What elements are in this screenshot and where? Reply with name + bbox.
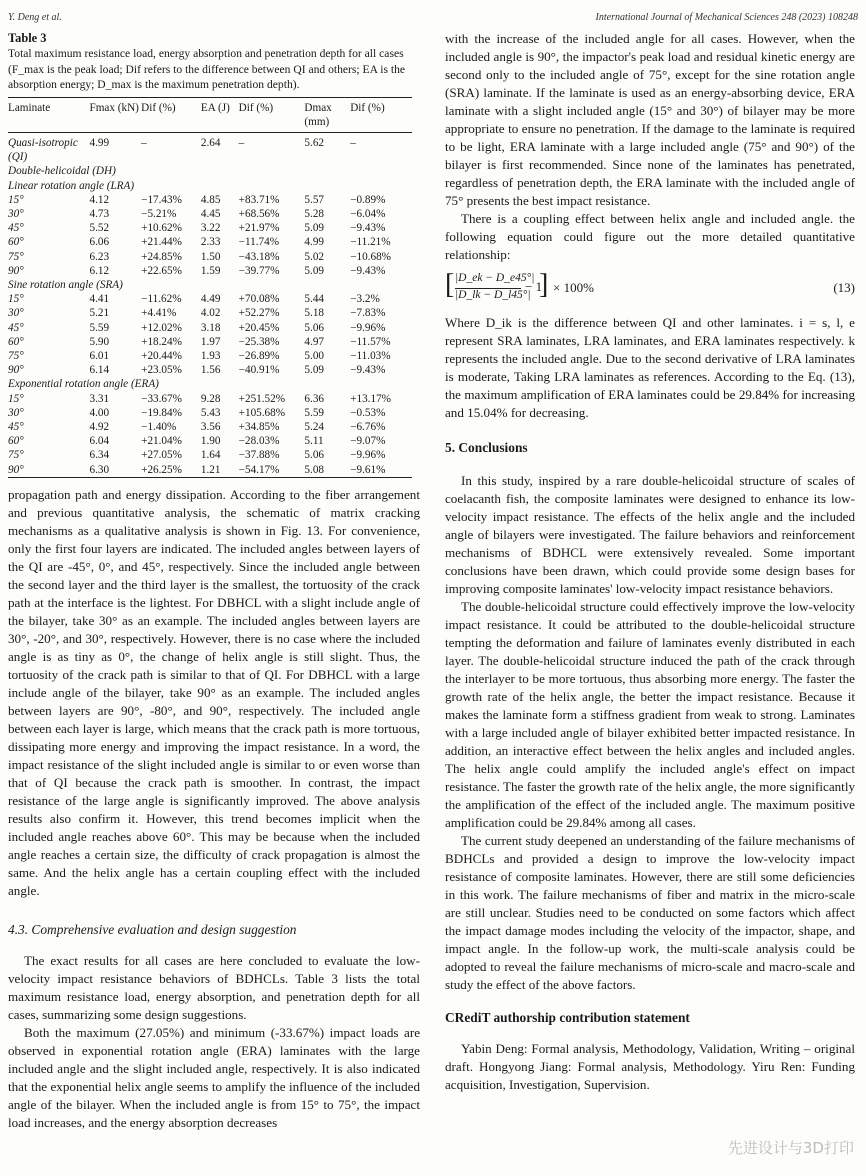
dh-group-row (8, 164, 412, 178)
table-cell: +21.97% (238, 222, 280, 235)
table-cell: 4.92 (89, 420, 110, 433)
table-cell: +251.52% (238, 392, 286, 405)
table-cell: 90° (8, 463, 24, 476)
table-cell: −9.43% (350, 364, 386, 377)
table-cell: 6.12 (89, 264, 110, 277)
eq-denominator: |D_lk − D_l45°| (455, 289, 531, 301)
qi-dif1: – (141, 136, 147, 149)
table-cell: −54.17% (238, 463, 280, 476)
table-cell: 30° (8, 207, 24, 220)
table-cell: 1.50 (200, 250, 221, 263)
table-cell: 4.49 (200, 293, 221, 306)
table-cell: +34.85% (238, 420, 280, 433)
table-cell: +4.41% (141, 307, 177, 320)
table-cell: −9.61% (350, 463, 386, 476)
table-cell: 6.23 (89, 250, 110, 263)
conclusions-paragraph-3: The current study deepened an understanding of the failure mechanisms of BDHCLs and provided a design to improve the low-velocity impact resistance of composite laminates. However, there are still some deficiencies in this work. The failure mechanisms of fiber and matrix in the micro-scale are still unclear. Studies need to be conducted on some factors which affect the impact damage modes including the velocity of the impactor, shape, and impact angle. In the follow-up work, the multi-scale analysis could be adopted to reveal the failure mechanisms of micro-scale and macro-scale and study the effect of the above factors. (445, 833, 855, 992)
th-laminate: Laminate (8, 101, 51, 114)
table-cell: 5.21 (89, 307, 110, 320)
eq-left-bracket: [ (445, 269, 455, 300)
table-cell: −9.43% (350, 264, 386, 277)
table-cell: 5.90 (89, 335, 110, 348)
table-row (8, 193, 412, 207)
table-cell: −40.91% (238, 364, 280, 377)
table-cell: −11.03% (350, 349, 391, 362)
table-cell: −5.21% (141, 207, 177, 220)
table-cell: −17.43% (141, 193, 182, 206)
table-cell: −11.21% (350, 236, 391, 249)
table-row (8, 349, 412, 363)
table-label: Table 3 (8, 31, 47, 45)
table-cell: 1.21 (200, 463, 221, 476)
left-paragraph-1: propagation path and energy dissipation. According to the fiber arrangement and previous quantitative analysis, the schematic of matrix cracking mechanisms as a qualitative analysis is shown in Fig. 13. For convenience, only the first four layers are indicated. The included angles between layers of the QI are -45°, 0°, and 45°, respectively. Since the included angle between the second layer and the third layer is the smallest, the tortuosity of the crack path at the interface is the lightest. For DBHCL with a slight include angle of the bilayer, take 30° as an example. The included angles between layers are 30°, -20°, and 30°, respectively. However, there is no case where the included angle is as tiny as 0°, the change of helix angle is still slight. Thus, the tortuosity of the crack path is similar to that of QI. For DBHCL with a large include angle of the bilayer, take 90° as an example. The included angles between layers are 90°, -80°, and 90°, respectively. The included angle between each layer is large, which means that the crack path is more tortuous, dissipating more energy and improving the impact resistance. In a word, the impact resistance of the slight included angle is similar to or even worse than that of QI because the crack path is smoother. In contrast, the impact resistance of the large angle is significantly improved. The above analysis results also confirm it. However, this trend becomes implicit when the included angle reaches above 60°. This may be because when the included angle reaches a certain size, the difficulty of crack propagation is almost the same. And the helix angle has a certain coupling effect with the included angle. (8, 486, 420, 898)
table-row (8, 250, 412, 264)
table-row (8, 264, 412, 278)
qi-dif3: – (350, 136, 356, 149)
watermark: 先进设计与3D打印 (727, 1139, 854, 1157)
table-cell: +20.45% (238, 321, 280, 334)
th-dif3: Dif (%) (350, 101, 385, 114)
table-cell: −3.2% (350, 293, 380, 306)
table-cell: 5.09 (304, 364, 324, 377)
credit-heading: CRediT authorship contribution statement (445, 1010, 690, 1025)
table-cell: 9.28 (200, 392, 221, 405)
table-row (8, 132, 412, 164)
subgroup-row (8, 278, 412, 292)
table-cell: +83.71% (238, 193, 280, 206)
qi-dif2: – (238, 136, 245, 149)
table-cell: 4.02 (200, 307, 221, 320)
table-cell: +18.24% (141, 335, 182, 348)
table-cell: −11.57% (350, 335, 391, 348)
running-header (8, 12, 858, 26)
table-cell: 75° (8, 349, 24, 362)
dh-group-label: Double-helicoidal (DH) (8, 165, 116, 178)
table-row (8, 292, 412, 306)
th-fmax: Fmax (kN) (89, 101, 139, 114)
table-cell: −25.38% (238, 335, 280, 348)
table-cell: 5.08 (304, 463, 324, 476)
table-cell: 90° (8, 264, 24, 277)
table-cell: 5.52 (89, 222, 110, 235)
th-dmax: Dmax (mm) (304, 101, 332, 128)
table-cell: −9.07% (350, 435, 386, 448)
table-cell: −9.43% (350, 222, 386, 235)
table-cell: −28.03% (238, 435, 280, 448)
credit-text: Yabin Deng: Formal analysis, Methodology, Validation, Writing – original draft. Hongyong Jiang: Formal analysis, Methodology. Yiru Ren: Funding acquisition, Investigation, Supervision. (445, 1041, 855, 1092)
table-cell: +68.56% (238, 207, 280, 220)
table-cell: −0.53% (350, 406, 386, 419)
table-cell: 1.59 (200, 264, 221, 277)
eq-numerator: |D_ek − D_e45°| (455, 272, 535, 284)
table-cell: +52.27% (238, 307, 280, 320)
table-row (8, 306, 412, 320)
table-cell: 1.90 (200, 435, 221, 448)
table-cell: 45° (8, 222, 24, 235)
table-cell: 5.06 (304, 449, 324, 462)
table-cell: 4.99 (304, 236, 324, 249)
conclusions-heading: 5. Conclusions (445, 440, 528, 455)
conclusions-paragraph-1: In this study, inspired by a rare double-helicoidal structure of scales of coelacanth fish, the composite laminates were designed to enhance its low-velocity impact resistance. The effects of the helix angle and the included angle of bilayers were investigated. The failure behaviors and reinforcement mechanisms of BDHCL were extensively revealed. Some important conclusions have been drawn, which could provide some design bases for improving composite laminates' low-velocity impact resistance behaviors. (445, 473, 855, 596)
table-cell: +70.08% (238, 293, 280, 306)
table-cell: 3.56 (200, 420, 221, 433)
table-cell: +105.68% (238, 406, 286, 419)
eq-number: (13) (833, 280, 855, 295)
table-cell: −7.83% (350, 307, 386, 320)
table-cell: 3.18 (200, 321, 221, 334)
table-cell: 6.36 (304, 392, 324, 405)
header-journal: International Journal of Mechanical Sciences 248 (2023) 108248 (595, 12, 858, 23)
table-cell: +21.04% (141, 435, 182, 448)
table-cell: +23.05% (141, 364, 182, 377)
table-cell: +27.05% (141, 449, 182, 462)
table-cell: 1.56 (200, 364, 221, 377)
table-cell: 15° (8, 293, 24, 306)
table-cell: 5.09 (304, 222, 324, 235)
table-row (8, 221, 412, 235)
table-cell: 2.33 (200, 236, 221, 249)
equation-13 (445, 269, 855, 306)
table-header-row (8, 97, 412, 132)
table-cell: 15° (8, 392, 24, 405)
th-dif1: Dif (%) (141, 101, 176, 114)
table-cell: 75° (8, 250, 24, 263)
table-row (8, 448, 412, 462)
subgroup-label: Sine rotation angle (SRA) (8, 278, 123, 291)
results-table (8, 97, 412, 478)
section-4-3-heading: 4.3. Comprehensive evaluation and design suggestion (8, 921, 297, 937)
table-cell: −19.84% (141, 406, 182, 419)
right-paragraph-2: There is a coupling effect between helix angle and included angle. the following equation could figure out the more detailed quantitative relationship: (445, 211, 855, 262)
table-cell: −6.76% (350, 420, 386, 433)
table-cell: −11.74% (238, 236, 280, 249)
table-cell: 1.93 (200, 349, 221, 362)
table-cell: +13.17% (350, 392, 391, 405)
table-cell: 4.85 (200, 193, 221, 206)
table-row (8, 392, 412, 406)
table-cell: +10.62% (141, 222, 182, 235)
table-cell: 5.18 (304, 307, 324, 320)
table-cell: −9.96% (350, 449, 386, 462)
table-cell: 5.28 (304, 207, 324, 220)
table-cell: 5.59 (89, 321, 110, 334)
subgroup-row (8, 377, 412, 391)
subgroup-label: Exponential rotation angle (ERA) (8, 378, 159, 391)
qi-fmax: 4.99 (89, 136, 110, 149)
table-cell: −0.89% (350, 193, 386, 206)
right-column (445, 30, 855, 1094)
right-paragraph-1: with the increase of the included angle for all cases. However, when the included angle is 90°, the impactor's peak load and residual kinetic energy are second only to the included angle of 75°, except for the sine rotation angle (SRA) laminate. If the laminate is used as an energy-absorbing device, ERA laminate with a slight included angle (15° and 30°) of bilayer may be more appropriate to ensure no penetration. If the damage to the laminate is required to be light, ERA laminate with a large included angle (75° and 90°) of the bilayer is first recommended. Since none of the laminates has penetrated, regardless of penetration depth, the ERA laminate with the included angle of 75° presents the best impact resistance. (445, 31, 855, 208)
header-authors: Y. Deng et al. (8, 12, 62, 23)
table-cell: 4.45 (200, 207, 221, 220)
table-cell: −37.88% (238, 449, 280, 462)
qi-ea: 2.64 (200, 136, 221, 149)
table-cell: 5.59 (304, 406, 324, 419)
th-dif2: Dif (%) (238, 101, 274, 114)
table-cell: 75° (8, 449, 24, 462)
table-row (8, 207, 412, 221)
table-cell: −11.62% (141, 293, 182, 306)
table-cell: 5.06 (304, 321, 324, 334)
table-cell: 6.06 (89, 236, 110, 249)
qi-name: Quasi-isotropic (QI) (8, 136, 78, 164)
table-row (8, 363, 412, 377)
qi-dmax: 5.62 (304, 136, 324, 149)
table-cell: −26.89% (238, 349, 280, 362)
table-cell: −43.18% (238, 250, 280, 263)
table-cell: 60° (8, 435, 24, 448)
table-cell: 5.09 (304, 264, 324, 277)
table-cell: +12.02% (141, 321, 182, 334)
table-cell: 90° (8, 364, 24, 377)
left-paragraph-2: The exact results for all cases are here concluded to evaluate the low-velocity impact resistance behaviors of BDHCLs. Table 3 lists the total maximum resistance load, energy absorption, and penetration depth for all cases, summarizing some design suggestions. (8, 952, 420, 1022)
table-cell: 45° (8, 420, 24, 433)
table-cell: 5.44 (304, 293, 324, 306)
table-cell: 4.73 (89, 207, 110, 220)
table-cell: 4.00 (89, 406, 110, 419)
table-cell: 15° (8, 193, 24, 206)
table-row (8, 463, 412, 478)
table-row (8, 406, 412, 420)
table-row (8, 420, 412, 434)
table-row (8, 321, 412, 335)
eq-times: × 100% (553, 280, 594, 295)
table-cell: −10.68% (350, 250, 391, 263)
table-cell: 1.97 (200, 335, 221, 348)
eq-minus-one: − 1 (525, 279, 543, 294)
table-cell: 30° (8, 406, 24, 419)
table-cell: 30° (8, 307, 24, 320)
eq-right-bracket: ] (539, 269, 549, 300)
table-row (8, 335, 412, 349)
table-cell: 5.11 (304, 435, 324, 448)
table-cell: −33.67% (141, 392, 182, 405)
conclusions-paragraph-2: The double-helicoidal structure could effectively improve the low-velocity impact resistance. It could be attributed to the double-helicoidal structure tempting the deformation and failure of laminates evenly distributed in each layer. The double-helicoidal structure induced the path of the crack through the interlayer to be more tortuous, thus absorbing more energy. The faster the growth rate of the helix angle, the better the impact resistance. Because it makes the laminate form a stiffness gradient from weak to strong. Laminates with a large included angle of bilayer exhibited better impacted resistance. In addition, an interactive effect between the helix angles and included angles. The helix angle could amplify the included angle's effect on impact resistance. The faster the growth rate of the helix angle, the more significantly the amplification of the effect of the included angle. The maximum positive amplification could be 29.84% among all cases. (445, 599, 855, 830)
table-cell: 6.04 (89, 435, 110, 448)
table-cell: 60° (8, 236, 24, 249)
table-cell: 3.22 (200, 222, 221, 235)
table-cell: 4.12 (89, 193, 110, 206)
table-caption: Total maximum resistance load, energy absorption and penetration depth for all cases (F_max is the peak load; Dif refers to the difference between QI and others; EA is the absorption energy; D_max is the maximum penetration depth). (8, 47, 406, 91)
table-cell: 4.41 (89, 293, 110, 306)
table-cell: +22.65% (141, 264, 182, 277)
table-cell: 5.02 (304, 250, 324, 263)
table-row (8, 434, 412, 448)
table-cell: +26.25% (141, 463, 182, 476)
left-column (8, 30, 420, 1132)
table-cell: 3.31 (89, 392, 110, 405)
table-cell: 5.00 (304, 349, 324, 362)
table-cell: −9.96% (350, 321, 386, 334)
left-paragraph-3: Both the maximum (27.05%) and minimum (-33.67%) impact loads are observed in exponential rotation angle (ERA) laminates with the large included angle and the slight included angle, respectively. It is also indicated that the exponential helix angle seems to amplify the influence of the included angle of the bilayer. When the included angle is from 15° to 75°, the impact load increases, and the energy absorption decreases (8, 1024, 420, 1130)
table-cell: 5.24 (304, 420, 324, 433)
table-cell: 6.14 (89, 364, 110, 377)
table-cell: 4.97 (304, 335, 324, 348)
table-cell: 6.30 (89, 463, 110, 476)
table-cell: 5.43 (200, 406, 221, 419)
table-cell: +24.85% (141, 250, 182, 263)
table-cell: +21.44% (141, 236, 182, 249)
table-row (8, 235, 412, 249)
table-cell: 1.64 (200, 449, 221, 462)
table-cell: 6.01 (89, 349, 110, 362)
th-ea: EA (J) (200, 101, 230, 114)
table-cell: −1.40% (141, 420, 177, 433)
table-cell: 5.57 (304, 193, 324, 206)
table-cell: −6.04% (350, 207, 386, 220)
table-cell: 45° (8, 321, 24, 334)
right-paragraph-3: Where D_ik is the difference between QI and other laminates. i = s, l, e represent SRA laminates, LRA laminates, and ERA laminates respectively. k represents the included angle. Due to the second derivative of LRA laminates is moderate, Taking LRA laminates as references. According to the Eq. (13), the maximum amplification of ERA laminates could be 29.84% for increasing and 15.04% for decreasing. (445, 315, 855, 420)
table-cell: 6.34 (89, 449, 110, 462)
subgroup-row (8, 179, 412, 193)
subgroup-label: Linear rotation angle (LRA) (8, 179, 135, 192)
table-cell: 60° (8, 335, 24, 348)
table-body (8, 132, 412, 477)
table-cell: +20.44% (141, 349, 182, 362)
table-cell: −39.77% (238, 264, 280, 277)
